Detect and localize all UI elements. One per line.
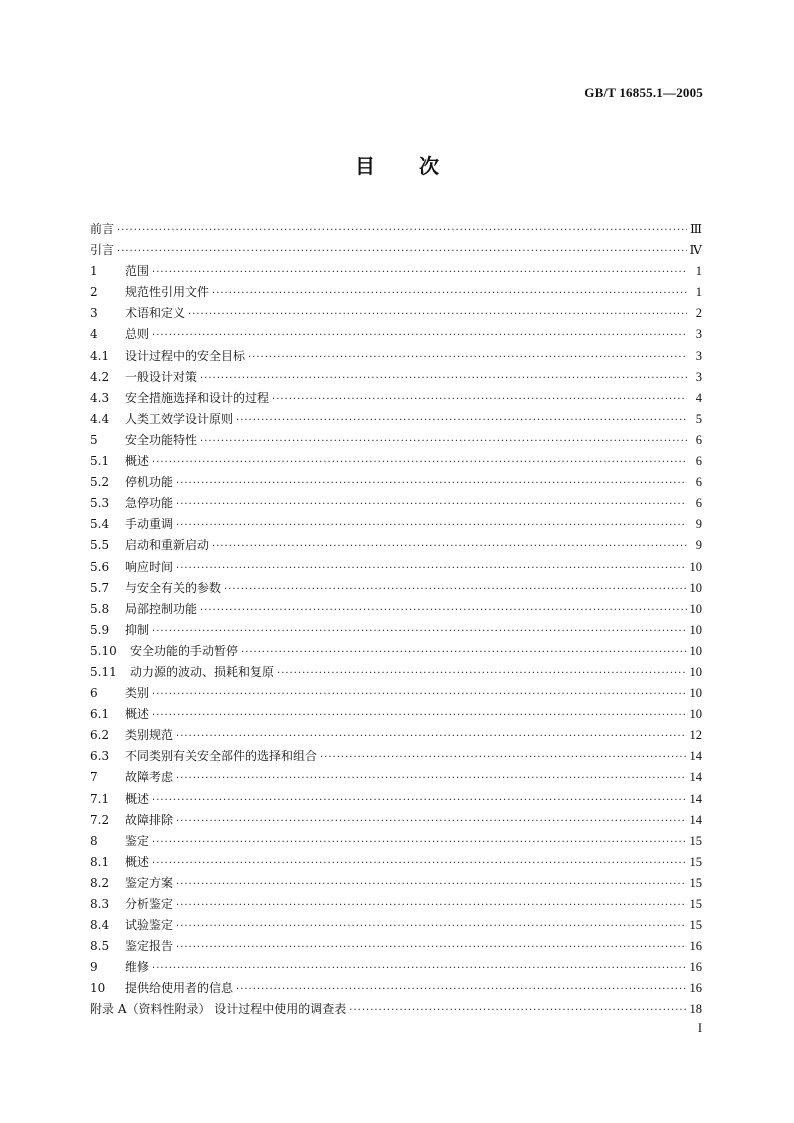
toc-entry-page: 10 <box>689 580 702 595</box>
toc-leader-dots <box>176 558 686 579</box>
toc-leader-dots <box>117 220 687 241</box>
toc-entry-label: 引言 <box>90 243 115 258</box>
toc-entry-page: 5 <box>695 411 702 426</box>
toc-entry-page: 10 <box>689 622 702 637</box>
toc-entry-page: 15 <box>689 854 702 869</box>
toc-entry-page: 6 <box>695 454 702 469</box>
toc-entry-label: 与安全有关的参数 <box>125 580 222 595</box>
toc-entry-label: 试验鉴定 <box>125 918 174 933</box>
toc-entry[interactable] <box>90 367 702 388</box>
toc-entry-label: 局部控制功能 <box>125 601 198 616</box>
toc-entry-number: 7 <box>90 770 98 785</box>
toc-entry[interactable] <box>90 303 702 324</box>
toc-entry-number: 5 <box>90 432 98 447</box>
toc-entry-label: 附录 A（资料性附录） 设计过程中使用的调查表 <box>90 1002 347 1017</box>
toc-entry-page: Ⅳ <box>689 243 702 258</box>
toc-entry-label: 抑制 <box>125 622 150 637</box>
toc-entry-number: 5.8 <box>90 601 110 616</box>
toc-entry[interactable] <box>90 831 702 852</box>
toc-entry-page: 3 <box>695 348 702 363</box>
toc-entry-number: 4.4 <box>90 411 110 426</box>
toc-entry-page: 16 <box>689 960 702 975</box>
toc-entry-label: 范围 <box>125 264 150 279</box>
toc-entry[interactable] <box>90 894 702 915</box>
toc-entry[interactable] <box>90 620 702 641</box>
toc-entry-number: 5.7 <box>90 580 110 595</box>
toc-entry[interactable] <box>90 451 702 472</box>
page-number: I <box>697 1021 702 1035</box>
toc-entry[interactable] <box>90 219 702 240</box>
toc-entry-label: 故障排除 <box>125 812 174 827</box>
toc-entry[interactable] <box>90 346 702 367</box>
toc-leader-dots <box>152 790 686 811</box>
toc-entry-number: 8.3 <box>90 897 110 911</box>
toc-entry-page: 1 <box>695 264 702 279</box>
toc-leader-dots <box>176 494 687 515</box>
toc-leader-dots <box>241 642 686 663</box>
toc-entry[interactable] <box>90 261 702 282</box>
toc-entry[interactable] <box>90 282 702 303</box>
toc-entry[interactable] <box>90 514 702 535</box>
toc-entry-page: 10 <box>689 643 702 658</box>
toc-leader-dots <box>152 262 687 283</box>
toc-entry-page: Ⅲ <box>689 222 702 236</box>
toc-entry-number: 2 <box>90 285 98 300</box>
toc-entry-label: 概述 <box>125 791 150 806</box>
toc-leader-dots <box>152 621 686 642</box>
toc-entry-page: 9 <box>695 538 702 553</box>
toc-entry-label: 一般设计对策 <box>125 369 198 384</box>
toc-entry-number: 8.1 <box>90 854 110 869</box>
toc-leader-dots <box>277 663 686 684</box>
toc-entry[interactable] <box>90 430 702 451</box>
table-of-contents <box>90 219 702 1021</box>
toc-leader-dots <box>200 600 686 621</box>
toc-entry[interactable] <box>90 578 702 599</box>
toc-entry[interactable] <box>90 388 702 409</box>
toc-entry-page: 14 <box>689 791 702 806</box>
toc-entry-label: 动力源的波动、损耗和复原 <box>130 664 275 679</box>
toc-entry-page: 15 <box>689 833 702 848</box>
toc-leader-dots <box>248 347 687 368</box>
toc-entry-label: 概述 <box>125 707 150 722</box>
toc-entry-label: 规范性引用文件 <box>125 285 210 300</box>
toc-entry-label: 鉴定方案 <box>125 875 174 890</box>
toc-entry-label: 设计过程中的安全目标 <box>125 348 246 363</box>
toc-leader-dots <box>152 958 686 979</box>
toc-entry-page: 15 <box>689 875 702 890</box>
toc-entry[interactable] <box>90 725 702 746</box>
toc-leader-dots <box>236 410 687 431</box>
toc-entry[interactable] <box>90 662 702 683</box>
toc-leader-dots <box>152 705 686 726</box>
toc-entry[interactable] <box>90 324 702 345</box>
toc-entry-page: 15 <box>689 918 702 933</box>
toc-entry-page: 14 <box>689 770 702 785</box>
toc-entry-number: 5.10 <box>90 643 117 658</box>
toc-leader-dots <box>200 368 687 389</box>
toc-leader-dots <box>188 304 687 325</box>
toc-entry-label: 安全功能的手动暂停 <box>130 643 239 658</box>
toc-entry-number: 6.2 <box>90 728 110 743</box>
toc-entry-label: 概述 <box>125 454 150 469</box>
toc-entry-label: 前言 <box>90 222 115 236</box>
toc-entry-page: 16 <box>689 939 702 954</box>
toc-entry-number: 8 <box>90 833 98 848</box>
toc-entry-label: 手动重调 <box>125 517 174 532</box>
toc-leader-dots <box>349 1000 686 1021</box>
toc-entry-page: 3 <box>695 369 702 384</box>
toc-entry-number: 3 <box>90 306 98 321</box>
standard-code: GB/T 16855.1—2005 <box>584 85 703 100</box>
toc-entry-number: 6.3 <box>90 749 110 764</box>
toc-leader-dots <box>152 684 686 705</box>
toc-leader-dots <box>212 536 687 557</box>
toc-leader-dots <box>236 979 686 1000</box>
toc-entry-label: 类别规范 <box>125 728 174 743</box>
toc-entry-number: 5.5 <box>90 538 110 553</box>
toc-entry-page: 14 <box>689 749 702 764</box>
toc-leader-dots <box>117 241 686 262</box>
toc-entry-number: 5.1 <box>90 454 110 469</box>
toc-entry-page: 10 <box>689 686 702 701</box>
toc-leader-dots <box>152 832 686 853</box>
toc-entry-number: 4.3 <box>90 390 110 405</box>
toc-entry-page: 6 <box>695 475 702 490</box>
toc-entry-page: 15 <box>689 897 702 911</box>
toc-entry-label: 故障考虑 <box>125 770 174 785</box>
toc-entry-number: 6 <box>90 686 98 701</box>
toc-leader-dots <box>152 853 686 874</box>
toc-leader-dots <box>212 283 687 304</box>
toc-entry[interactable] <box>90 789 702 810</box>
toc-entry-page: 16 <box>689 981 702 996</box>
toc-entry-label: 停机功能 <box>125 475 174 490</box>
toc-entry-number: 5.2 <box>90 475 110 490</box>
toc-entry-label: 响应时间 <box>125 559 174 574</box>
toc-entry-page: 10 <box>689 664 702 679</box>
toc-entry[interactable] <box>90 767 702 788</box>
toc-entry-number: 5.11 <box>90 664 117 679</box>
toc-entry[interactable] <box>90 599 702 620</box>
toc-entry[interactable] <box>90 810 702 831</box>
toc-entry[interactable] <box>90 746 702 767</box>
toc-entry[interactable] <box>90 641 702 662</box>
toc-entry[interactable] <box>90 409 702 430</box>
toc-leader-dots <box>176 515 687 536</box>
toc-entry[interactable] <box>90 957 702 978</box>
toc-leader-dots <box>176 726 686 747</box>
toc-leader-dots <box>176 895 686 916</box>
toc-entry-label: 人类工效学设计原则 <box>125 411 234 426</box>
toc-entry-number: 7.1 <box>90 791 110 806</box>
toc-entry-page: 10 <box>689 559 702 574</box>
toc-entry-page: 12 <box>689 728 702 743</box>
toc-entry-page: 10 <box>689 601 702 616</box>
toc-entry-page: 10 <box>689 707 702 722</box>
toc-entry-page: 18 <box>689 1002 702 1017</box>
toc-entry[interactable] <box>90 240 702 261</box>
toc-entry[interactable] <box>90 999 702 1020</box>
toc-leader-dots <box>152 325 687 346</box>
toc-entry-label: 启动和重新启动 <box>125 538 210 553</box>
toc-entry[interactable] <box>90 535 702 556</box>
toc-entry-label: 不同类别有关安全部件的选择和组合 <box>125 749 318 764</box>
toc-leader-dots <box>224 579 686 600</box>
toc-entry-number: 5.3 <box>90 496 110 511</box>
toc-entry-number: 5.6 <box>90 559 110 574</box>
toc-entry-label: 鉴定报告 <box>125 939 174 954</box>
toc-leader-dots <box>200 431 687 452</box>
toc-entry[interactable] <box>90 873 702 894</box>
toc-entry-page: 6 <box>695 496 702 511</box>
toc-entry[interactable] <box>90 704 702 725</box>
toc-entry-label: 类别 <box>125 686 150 701</box>
toc-entry-number: 7.2 <box>90 812 110 827</box>
toc-entry[interactable] <box>90 978 702 999</box>
toc-entry-label: 术语和定义 <box>125 306 186 321</box>
toc-leader-dots <box>176 874 686 895</box>
toc-entry-label: 分析鉴定 <box>125 897 174 911</box>
toc-entry-page: 9 <box>695 517 702 532</box>
toc-entry-page: 2 <box>695 306 702 321</box>
toc-entry[interactable] <box>90 683 702 704</box>
toc-entry-number: 1 <box>90 264 98 279</box>
toc-entry-label: 急停功能 <box>125 496 174 511</box>
toc-entry-number: 6.1 <box>90 707 110 722</box>
toc-entry-number: 5.4 <box>90 517 110 532</box>
toc-entry[interactable] <box>90 936 702 957</box>
toc-entry-label: 维修 <box>125 960 150 975</box>
title-char-2: 次 <box>419 154 439 178</box>
page-title <box>0 150 794 179</box>
toc-entry-label: 鉴定 <box>125 833 150 848</box>
toc-entry-number: 10 <box>90 981 106 996</box>
toc-entry-page: 4 <box>695 390 702 405</box>
toc-leader-dots <box>272 389 687 410</box>
toc-entry-label: 安全措施选择和设计的过程 <box>125 390 270 405</box>
toc-entry[interactable] <box>90 852 702 873</box>
toc-entry-number: 8.4 <box>90 918 110 933</box>
toc-entry-number: 4.1 <box>90 348 110 363</box>
toc-entry[interactable] <box>90 557 702 578</box>
toc-entry-label: 安全功能特性 <box>125 432 198 447</box>
toc-entry[interactable] <box>90 915 702 936</box>
toc-entry-page: 6 <box>695 432 702 447</box>
toc-entry-label: 概述 <box>125 854 150 869</box>
toc-entry-page: 14 <box>689 812 702 827</box>
toc-entry-number: 5.9 <box>90 622 110 637</box>
title-char-1: 目 <box>355 154 375 178</box>
toc-leader-dots <box>176 916 686 937</box>
toc-leader-dots <box>176 473 687 494</box>
toc-entry-number: 9 <box>90 960 98 975</box>
toc-leader-dots <box>320 747 686 768</box>
toc-entry[interactable] <box>90 493 702 514</box>
toc-entry[interactable] <box>90 472 702 493</box>
toc-entry-number: 8.5 <box>90 939 110 954</box>
toc-entry-number: 4.2 <box>90 369 110 384</box>
toc-leader-dots <box>152 452 687 473</box>
toc-leader-dots <box>176 811 686 832</box>
toc-leader-dots <box>176 937 686 958</box>
toc-leader-dots <box>176 768 686 789</box>
toc-entry-page: 1 <box>695 285 702 300</box>
toc-entry-number: 8.2 <box>90 875 110 890</box>
toc-entry-label: 总则 <box>125 327 150 342</box>
toc-entry-page: 3 <box>695 327 702 342</box>
toc-entry-label: 提供给使用者的信息 <box>125 981 234 996</box>
toc-entry-number: 4 <box>90 327 98 342</box>
